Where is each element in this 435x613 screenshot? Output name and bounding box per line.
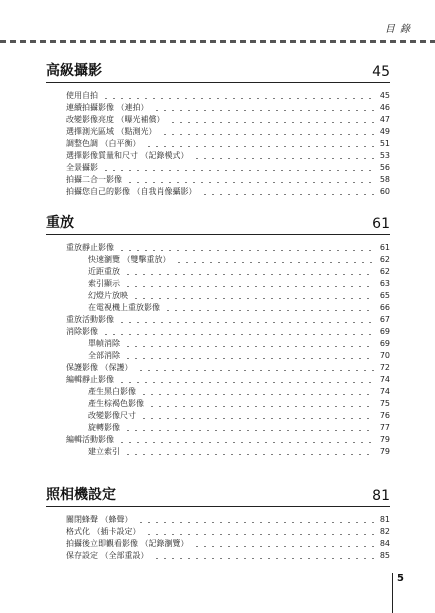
toc-entry-page: 85 <box>379 550 390 560</box>
toc-entry-page: 53 <box>379 150 390 160</box>
dot-leader <box>124 339 374 347</box>
dot-leader <box>118 435 374 443</box>
toc-entry[interactable] <box>46 525 390 537</box>
toc-entry-label: 幻燈片放映 <box>88 290 128 300</box>
toc-entry-label: 保存設定 （全部重設） <box>66 550 149 560</box>
dot-leader <box>124 351 374 359</box>
toc-entry-page: 77 <box>379 422 390 432</box>
section-advanced-shooting <box>46 60 390 197</box>
toc-entry-label: 全景攝影 <box>66 162 98 172</box>
toc-entry-label: 編輯靜止影像 <box>66 374 114 384</box>
section-heading <box>46 484 390 507</box>
toc-entry[interactable] <box>46 397 390 409</box>
dot-leader <box>102 327 374 335</box>
toc-entry-label: 格式化 （插卡設定） <box>66 526 141 536</box>
toc-entry-label: 重放活動影像 <box>66 314 114 324</box>
dot-leader <box>175 255 374 263</box>
toc-entry-label: 保護影像 （保護） <box>66 362 133 372</box>
dot-leader <box>145 527 374 535</box>
dot-leader <box>124 423 374 431</box>
toc-entry-label: 拍攝您自己的影像 （自我肖像攝影） <box>66 186 197 196</box>
toc-entry[interactable] <box>46 513 390 525</box>
section-page: 61 <box>372 216 390 232</box>
toc-entry-page: 81 <box>379 514 390 524</box>
toc-entry[interactable] <box>46 409 390 421</box>
dot-leader <box>145 139 374 147</box>
toc-entry-page: 76 <box>379 410 390 420</box>
toc-entry-label: 調整色調 （白平衡） <box>66 138 141 148</box>
toc-entry-page: 61 <box>379 242 390 252</box>
toc-entry[interactable] <box>46 373 390 385</box>
dot-leader <box>193 539 374 547</box>
dot-leader <box>164 303 374 311</box>
toc-entry[interactable] <box>46 149 390 161</box>
dot-leader <box>126 175 374 183</box>
dot-leader <box>132 291 374 299</box>
toc-entry-label: 全部消除 <box>88 350 120 360</box>
toc-entry-page: 62 <box>379 254 390 264</box>
toc-entry-page: 63 <box>379 278 390 288</box>
toc-entry[interactable] <box>46 277 390 289</box>
toc-entry[interactable] <box>46 445 390 457</box>
toc-entry-label: 在電視機上重放影像 <box>88 302 160 312</box>
dot-leader <box>137 515 374 523</box>
header-dashed-rule <box>0 40 435 43</box>
toc-entry-label: 消除影像 <box>66 326 98 336</box>
section-title: 高級攝影 <box>46 63 102 79</box>
header-title: 目 錄 <box>384 24 411 35</box>
toc-entry-page: 70 <box>379 350 390 360</box>
toc-entry[interactable] <box>46 337 390 349</box>
toc-entry[interactable] <box>46 101 390 113</box>
toc-entry-label: 改變影像尺寸 <box>88 410 136 420</box>
toc-entry-page: 72 <box>379 362 390 372</box>
toc-entry-label: 拍攝後立即觀看影像 （記錄瀏覽） <box>66 538 189 548</box>
toc-entry-label: 產生黑白影像 <box>88 386 136 396</box>
section-heading <box>46 60 390 83</box>
dot-leader <box>118 375 374 383</box>
dot-leader <box>102 163 374 171</box>
dot-leader <box>148 399 374 407</box>
toc-entries <box>46 89 390 197</box>
toc-entry-page: 75 <box>379 398 390 408</box>
toc-entry-page: 62 <box>379 266 390 276</box>
dot-leader <box>140 411 374 419</box>
toc-entry-label: 改變影像亮度 （曝光補償） <box>66 114 165 124</box>
toc-entry-label: 產生棕褐色影像 <box>88 398 144 408</box>
toc-entry[interactable] <box>46 253 390 265</box>
toc-entry-page: 67 <box>379 314 390 324</box>
toc-entry[interactable] <box>46 241 390 253</box>
toc-entry-label: 連續拍攝影像 （連拍） <box>66 102 149 112</box>
toc-entry[interactable] <box>46 385 390 397</box>
dot-leader <box>169 115 374 123</box>
toc-entry-page: 74 <box>379 386 390 396</box>
toc-entry-label: 快速瀏覽 （雙擊重放） <box>88 254 171 264</box>
toc-entry[interactable] <box>46 349 390 361</box>
toc-entry[interactable] <box>46 137 390 149</box>
dot-leader <box>102 91 374 99</box>
dot-leader <box>118 315 374 323</box>
toc-entry-page: 46 <box>379 102 390 112</box>
dot-leader <box>118 243 374 251</box>
toc-entry-page: 49 <box>379 126 390 136</box>
toc-entry-page: 84 <box>379 538 390 548</box>
toc-entry-page: 60 <box>379 186 390 196</box>
toc-entry-label: 近距重放 <box>88 266 120 276</box>
toc-entry-label: 關閉蜂聲 （蜂聲） <box>66 514 133 524</box>
toc-entry-label: 選擇測光區域 （點測光） <box>66 126 157 136</box>
section-playback <box>46 212 390 457</box>
toc-entry[interactable] <box>46 113 390 125</box>
toc-entry[interactable] <box>46 313 390 325</box>
dot-leader <box>140 387 374 395</box>
toc-entry[interactable] <box>46 549 390 561</box>
toc-entry-label: 使用自拍 <box>66 90 98 100</box>
toc-entry-page: 74 <box>379 374 390 384</box>
toc-entry-page: 79 <box>379 434 390 444</box>
dot-leader <box>137 363 374 371</box>
toc-entry-label: 拍攝二合一影像 <box>66 174 122 184</box>
toc-entry[interactable] <box>46 265 390 277</box>
toc-entry[interactable] <box>46 185 390 197</box>
section-heading <box>46 212 390 235</box>
toc-entry[interactable] <box>46 421 390 433</box>
toc-entry-label: 索引顯示 <box>88 278 120 288</box>
toc-entry-label: 重放靜止影像 <box>66 242 114 252</box>
toc-entry-label: 選擇影像質量和尺寸 （記錄模式） <box>66 150 189 160</box>
toc-entry[interactable] <box>46 301 390 313</box>
dot-leader <box>153 103 374 111</box>
section-page: 45 <box>372 64 390 80</box>
toc-entry-label: 單幀消除 <box>88 338 120 348</box>
toc-entry-page: 82 <box>379 526 390 536</box>
toc-entry[interactable] <box>46 125 390 137</box>
toc-entry-label: 編輯活動影像 <box>66 434 114 444</box>
dot-leader <box>161 127 374 135</box>
toc-entry-page: 69 <box>379 326 390 336</box>
dot-leader <box>193 151 374 159</box>
toc-entry[interactable] <box>46 537 390 549</box>
section-title: 重放 <box>46 215 74 231</box>
toc-entry[interactable] <box>46 325 390 337</box>
toc-entry-page: 51 <box>379 138 390 148</box>
section-camera-settings <box>46 484 390 561</box>
dot-leader <box>124 279 374 287</box>
toc-entry[interactable] <box>46 433 390 445</box>
toc-entry-page: 47 <box>379 114 390 124</box>
toc-entry-page: 79 <box>379 446 390 456</box>
toc-entry[interactable] <box>46 289 390 301</box>
section-title: 照相機設定 <box>46 487 116 503</box>
page-number: 5 <box>392 573 404 613</box>
dot-leader <box>201 187 374 195</box>
section-page: 81 <box>372 488 390 504</box>
toc-entry[interactable] <box>46 361 390 373</box>
toc-entry[interactable] <box>46 89 390 101</box>
toc-entry-page: 58 <box>379 174 390 184</box>
toc-entry-page: 66 <box>379 302 390 312</box>
toc-entries <box>46 241 390 457</box>
dot-leader <box>124 267 374 275</box>
toc-entry-label: 建立索引 <box>88 446 120 456</box>
toc-entry-page: 45 <box>379 90 390 100</box>
toc-entry-label: 旋轉影像 <box>88 422 120 432</box>
toc-entry-page: 69 <box>379 338 390 348</box>
dot-leader <box>153 551 374 559</box>
toc-entry-page: 65 <box>379 290 390 300</box>
toc-entry-page: 56 <box>379 162 390 172</box>
toc-entry[interactable] <box>46 173 390 185</box>
dot-leader <box>124 447 374 455</box>
toc-entries <box>46 513 390 561</box>
toc-entry[interactable] <box>46 161 390 173</box>
